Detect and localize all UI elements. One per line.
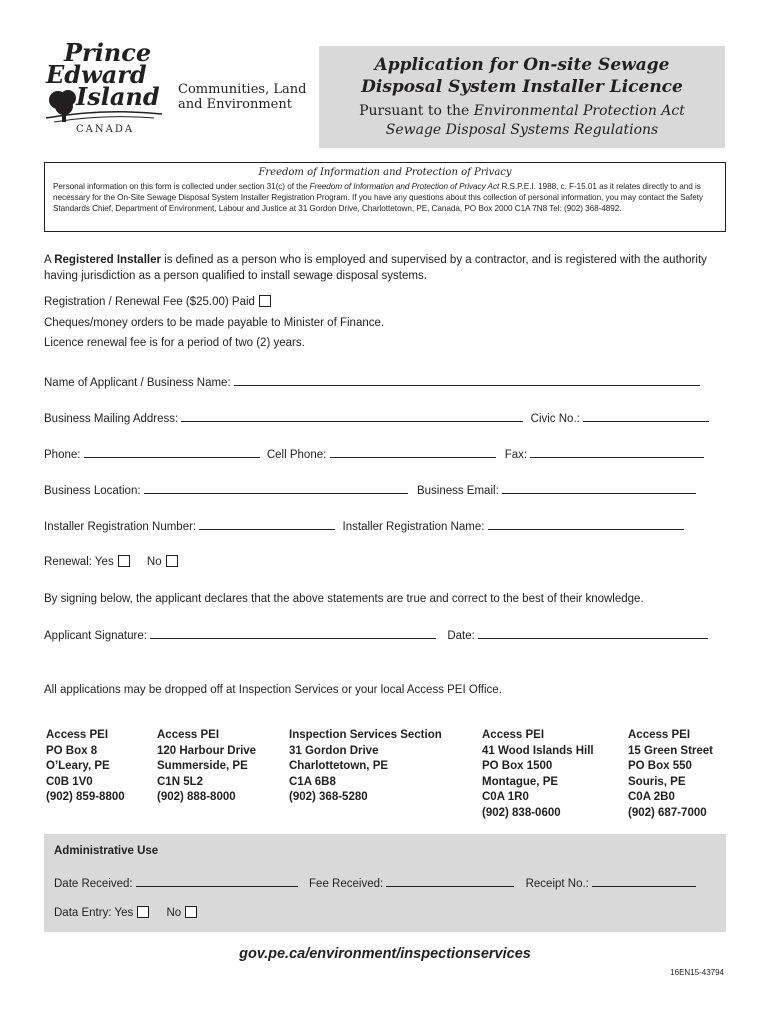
fee-paid-label: Registration / Renewal Fee ($25.00) Paid xyxy=(44,296,255,308)
fee-paid-row xyxy=(44,295,271,309)
privacy-notice-title: Freedom of Information and Protection of Privacy xyxy=(258,167,512,178)
admin-title: Administrative Use xyxy=(54,845,159,857)
applicant-name-row xyxy=(44,375,700,390)
registration-number-field[interactable] xyxy=(199,519,335,530)
office-line: (902) 687-7000 xyxy=(628,806,707,819)
office-oleary xyxy=(46,728,125,806)
signature-label: Applicant Signature: xyxy=(44,630,147,642)
form-subtitle-regulations xyxy=(319,121,725,140)
form-subtitle-act xyxy=(319,102,725,121)
office-line: 31 Gordon Drive xyxy=(289,744,379,757)
renewal-no-checkbox[interactable] xyxy=(166,555,178,567)
registration-row xyxy=(44,519,684,534)
office-line: Montague, PE xyxy=(482,775,559,788)
business-email-label: Business Email: xyxy=(416,485,499,497)
registration-name-label: Installer Registration Name: xyxy=(342,521,485,533)
registration-number-label: Installer Registration Number: xyxy=(44,521,197,533)
privacy-text-a: Personal information on this form is collected under section 31(c) of the xyxy=(53,182,310,191)
applicant-name-field[interactable] xyxy=(234,375,700,386)
definition-text: is defined as a person who is employed and supervised by a contractor, and is registered with the authority having jurisdiction as a person qualified to install sewage disposal systems. xyxy=(44,254,707,282)
logo-line-edward: Edward xyxy=(46,60,147,89)
registration-name-field[interactable] xyxy=(488,519,684,530)
date-received-field[interactable] xyxy=(136,876,298,887)
office-line: (902) 859-8800 xyxy=(46,791,125,803)
office-line: PO Box 550 xyxy=(628,760,692,772)
phone-row xyxy=(44,447,704,462)
office-line: Charlottetown, PE xyxy=(289,760,389,772)
form-title-line-2: Disposal System Installer Licence xyxy=(361,77,683,97)
cell-phone-field[interactable] xyxy=(330,447,496,458)
office-line: C1A 6B8 xyxy=(289,775,336,788)
form-title-box xyxy=(319,46,725,148)
office-line: PO Box 1500 xyxy=(482,760,553,772)
business-email-field[interactable] xyxy=(502,483,696,494)
data-entry-yes-checkbox[interactable] xyxy=(137,906,149,918)
data-entry-row xyxy=(54,906,197,920)
cell-phone-label: Cell Phone: xyxy=(266,449,327,461)
office-line: PO Box 8 xyxy=(46,744,98,757)
signature-field[interactable] xyxy=(150,628,436,639)
renewal-yes-checkbox[interactable] xyxy=(118,555,130,567)
fee-paid-checkbox[interactable] xyxy=(259,295,271,307)
cheque-note: Cheques/money orders to be made payable to Minister of Finance. xyxy=(44,317,385,329)
receipt-no-label: Receipt No.: xyxy=(525,878,589,890)
admin-receipt-row xyxy=(54,876,696,891)
office-line: Souris, PE xyxy=(628,775,686,788)
office-montague xyxy=(482,728,594,821)
office-line: O’Leary, PE xyxy=(46,760,110,772)
privacy-notice-text xyxy=(53,181,717,214)
office-line: Access PEI xyxy=(46,729,109,741)
fee-received-field[interactable] xyxy=(386,876,514,887)
renewal-yes-label: Renewal: Yes xyxy=(44,556,114,568)
location-row xyxy=(44,483,696,498)
date-label: Date: xyxy=(447,630,475,642)
office-line: Access PEI xyxy=(628,729,691,741)
applicant-name-label: Name of Applicant / Business Name: xyxy=(44,377,231,389)
definition-term: Registered Installer xyxy=(54,254,161,266)
subtitle-prefix: Pursuant to the xyxy=(359,103,474,119)
fax-label: Fax: xyxy=(504,449,528,461)
office-line: C0A 2B0 xyxy=(628,791,675,803)
form-subtitle xyxy=(319,102,725,140)
department-line-1: Communities, Land xyxy=(178,82,307,97)
form-title xyxy=(319,54,725,98)
signature-row xyxy=(44,628,708,643)
business-location-field[interactable] xyxy=(144,483,408,494)
mailing-address-row xyxy=(44,411,709,426)
office-line: (902) 888-8000 xyxy=(157,791,236,803)
phone-label: Phone: xyxy=(44,449,81,461)
office-line: (902) 368-5280 xyxy=(289,791,368,803)
form-number: 16EN15-43794 xyxy=(670,968,724,977)
office-line: Summerside, PE xyxy=(157,760,248,772)
office-summerside xyxy=(157,728,256,806)
subtitle-regs-name: Sewage Disposal Systems Regulations xyxy=(385,122,659,138)
drop-off-note: All applications may be dropped off at Inspection Services or your local Access PEI Office. xyxy=(44,684,502,696)
registered-installer-definition xyxy=(44,252,728,284)
business-location-label: Business Location: xyxy=(44,485,141,497)
privacy-text-b: R.S.P.E.I. 1988, c. F-15.01 as it relates directly to and is necessary for the On-Site Sewage Disposal System Installer Registration Program. If you have any questions about this collection of personal information, you may contact the Safety Standards Chief, Department of Environment, Labour and Justice at 31 Gordon Drive, Charlottetown, PE, Canada, PO Box 2000 C1A 7N8 Tel: (902) 368-4892. xyxy=(53,182,703,213)
office-line: Access PEI xyxy=(482,729,545,741)
office-line: 15 Green Street xyxy=(628,744,714,757)
logo-line-prince: Prince xyxy=(64,38,152,67)
mailing-address-field[interactable] xyxy=(181,411,523,422)
office-inspection-services xyxy=(289,728,442,806)
subtitle-act-name: Environmental Protection Act xyxy=(473,103,685,119)
logo-canada: CANADA xyxy=(76,124,135,135)
civic-no-label: Civic No.: xyxy=(530,413,580,425)
office-souris xyxy=(628,728,713,821)
receipt-no-field[interactable] xyxy=(592,876,696,887)
civic-no-field[interactable] xyxy=(583,411,709,422)
fee-received-label: Fee Received: xyxy=(309,878,384,890)
office-line: Inspection Services Section xyxy=(289,729,442,741)
data-entry-yes-label: Data Entry: Yes xyxy=(54,907,134,919)
administrative-use-box xyxy=(44,834,726,932)
office-line: (902) 838-0600 xyxy=(482,806,561,819)
office-line: Access PEI xyxy=(157,729,220,741)
definition-prefix: A xyxy=(44,254,55,266)
office-line: 120 Harbour Drive xyxy=(157,744,257,757)
office-line: C1N 5L2 xyxy=(157,775,204,788)
office-line: 41 Wood Islands Hill xyxy=(482,744,594,757)
renewal-row xyxy=(44,555,178,569)
department-line-2: and Environment xyxy=(178,97,292,112)
mailing-address-label: Business Mailing Address: xyxy=(44,413,179,425)
data-entry-no-label: No xyxy=(166,907,182,919)
office-line: C0A 1R0 xyxy=(482,791,529,803)
renewal-period-note: Licence renewal fee is for a period of two (2) years. xyxy=(44,337,305,349)
form-title-line-1: Application for On-site Sewage xyxy=(374,55,670,75)
renewal-no-label: No xyxy=(146,556,162,568)
declaration-text: By signing below, the applicant declares that the above statements are true and correct to the best of their knowledge. xyxy=(44,593,644,605)
date-received-label: Date Received: xyxy=(54,878,133,890)
logo-line-island: Island xyxy=(76,82,160,111)
department-name xyxy=(178,82,306,112)
privacy-notice xyxy=(44,162,726,232)
date-field[interactable] xyxy=(478,628,708,639)
phone-field[interactable] xyxy=(84,447,260,458)
footer-url: gov.pe.ca/environment/inspectionservices xyxy=(239,946,531,962)
office-line: C0B 1V0 xyxy=(46,775,93,788)
fax-field[interactable] xyxy=(530,447,704,458)
privacy-text-act: Freedom of Information and Protection of Privacy Act xyxy=(309,182,500,191)
logo-swoosh-icon xyxy=(44,106,164,126)
data-entry-no-checkbox[interactable] xyxy=(185,906,197,918)
